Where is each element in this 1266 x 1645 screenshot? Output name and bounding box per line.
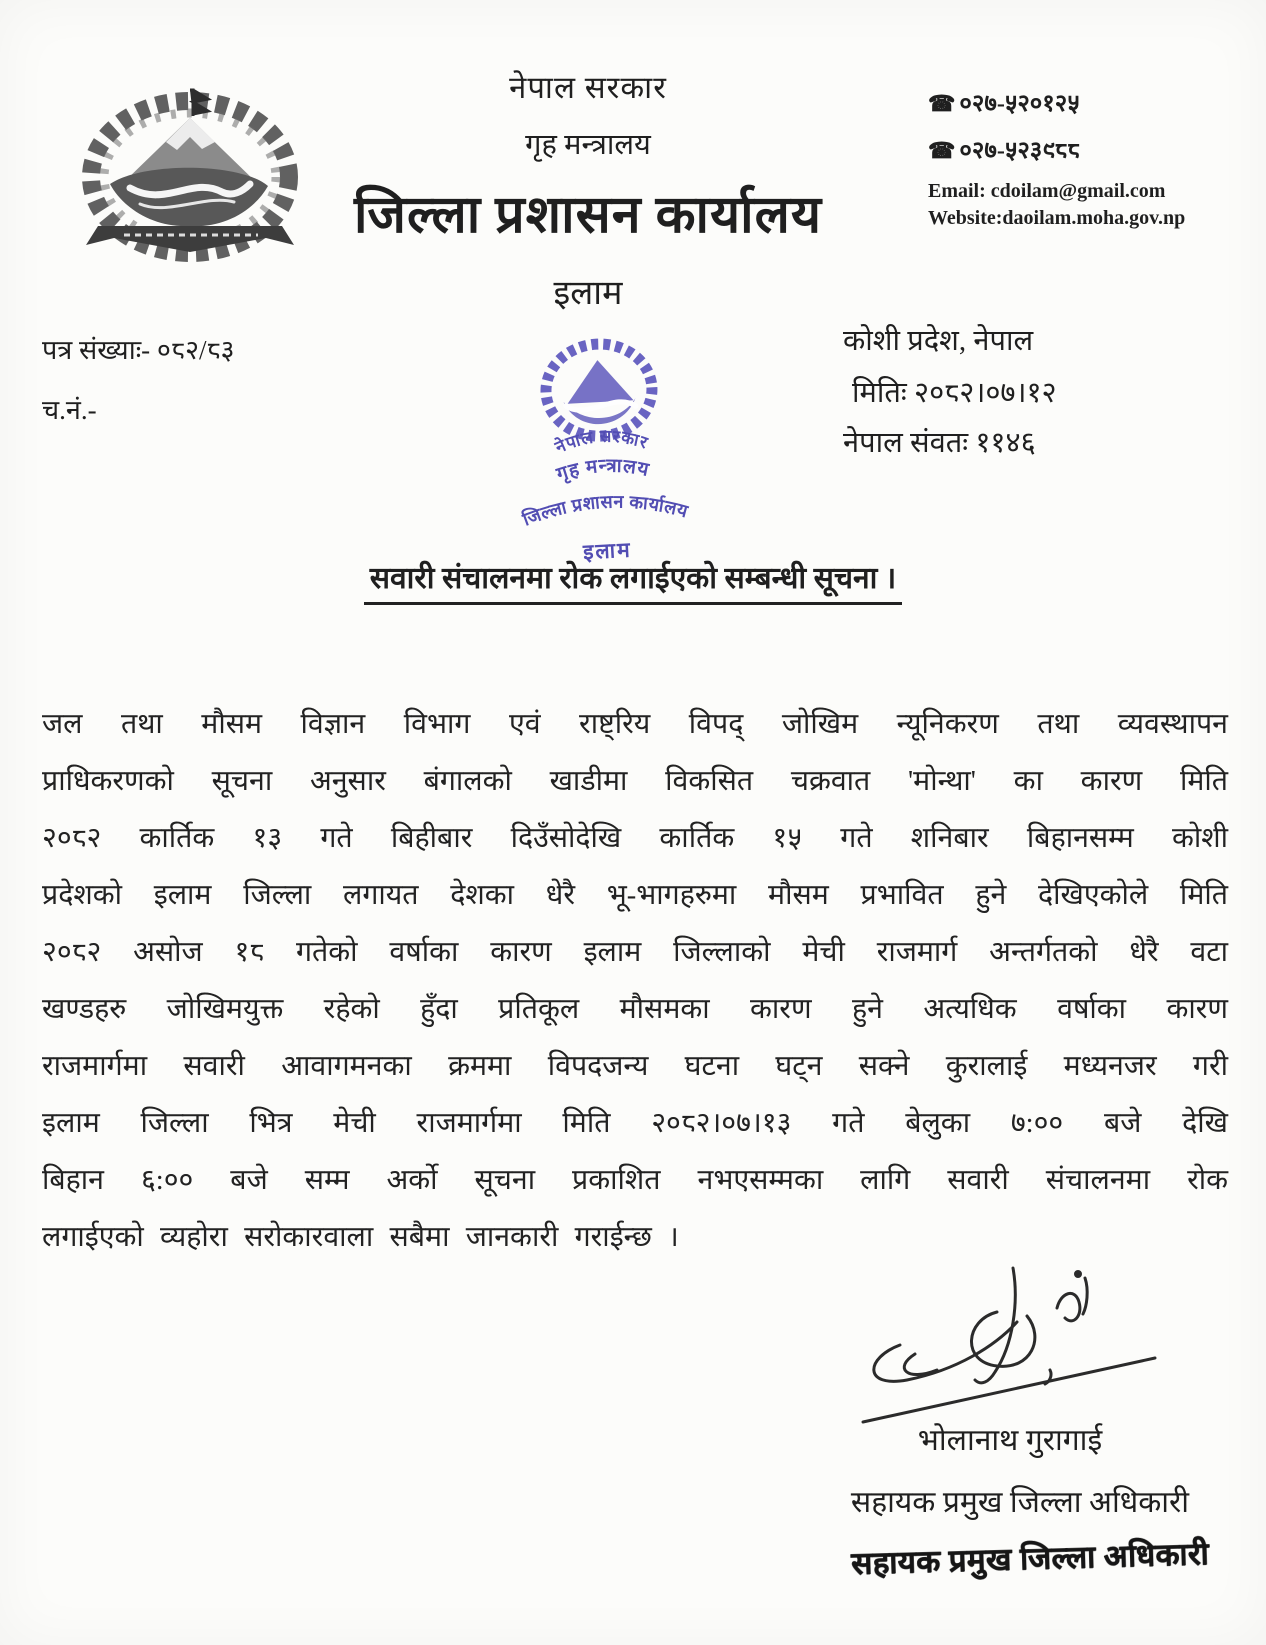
signatory-name: भोलानाथ गुरागाई [917, 1424, 1103, 1457]
body-line: खण्डहरु जोखिमयुक्त रहेको हुँदा प्रतिकूल मौसमका कारण हुने अत्यधिक वर्षाका कारण [42, 994, 1228, 1025]
district-name: इलाम [553, 275, 623, 312]
subject-title-row [0, 556, 1266, 605]
letterhead [283, 66, 893, 314]
body-line: २०८२ असोज १८ गतेको वर्षाका कारण इलाम जिल्लाको मेची राजमार्ग अन्तर्गतको धेरै वटा [42, 937, 1228, 968]
phone-line-2 [928, 133, 1258, 166]
nepal-coat-of-arms-icon [68, 82, 318, 272]
office-seal-stamp [468, 328, 736, 566]
seal-text-government: नेपाल सरकार [552, 426, 651, 458]
body-line: राजमार्गमा सवारी आवागमनका क्रममा विपदजन्य घटना घट्न सक्ने कुरालाई मध्यनजर गरी [42, 1051, 1228, 1082]
phone-number-2: ०२७-५२३९८८ [959, 138, 1080, 164]
body-line: लगाईएको व्यहोरा सरोकारवाला सबैमा जानकारी गराईन्छ । [42, 1222, 679, 1253]
body-line: इलाम जिल्ला भित्र मेची राजमार्गमा मिति २०८२।०७।१३ गते बेलुका ७:०० बजे देखि [42, 1108, 1228, 1139]
body-line: प्राधिकरणको सूचना अनुसार बंगालको खाडीमा विकसित चक्रवात 'मोन्था' का कारण मिति [42, 766, 1228, 797]
office-name: जिल्ला प्रशासन कार्यालय [353, 187, 823, 244]
phone-icon: ☎ [928, 138, 956, 163]
phone-number-1: ०२७-५२०१२५ [959, 91, 1080, 117]
seal-text-ministry: गृह मन्त्रालय [554, 455, 652, 486]
body-line: २०८२ कार्तिक १३ गते बिहीबार दिउँसोदेखि कार्तिक १५ गते शनिबार बिहानसम्म कोशी [42, 823, 1228, 854]
signatory-designation: सहायक प्रमुख जिल्ला अधिकारी [850, 1486, 1190, 1519]
seal-text-district: इलाम [582, 537, 633, 565]
seal-text-office: जिल्ला प्रशासन कार्यालय [519, 491, 691, 530]
contact-block [928, 86, 1258, 230]
date-line: मितिः २०८२।०७।१२ [852, 377, 1057, 409]
province-line: कोशी प्रदेश, नेपाल [843, 325, 1034, 357]
body-line: प्रदेशको इलाम जिल्ला लगायत देशका धेरै भू-भागहरुमा मौसम प्रभावित हुने देखिएकोले मिति [42, 880, 1228, 911]
phone-icon: ☎ [928, 91, 956, 116]
body-line: बिहान ६:०० बजे सम्म अर्को सूचना प्रकाशित नभएसम्मका लागि सवारी संचालनमा रोक [42, 1165, 1228, 1196]
body-line: जल तथा मौसम विज्ञान विभाग एवं राष्ट्रिय विपद् जोखिम न्यूनिकरण तथा व्यवस्थापन [42, 709, 1228, 740]
reference-number-label: च.नं.- [42, 395, 97, 425]
designation-rubber-stamp: सहायक प्रमुख जिल्ला अधिकारी [850, 1536, 1210, 1581]
svg-text:जिल्ला प्रशासन कार्यालय [518, 487, 692, 530]
government-name: नेपाल सरकार [509, 70, 667, 105]
svg-text:गृह मन्त्रालय [553, 453, 653, 487]
email-line: Email: cdoilam@gmail.com [928, 180, 1166, 202]
handwritten-signature [845, 1250, 1175, 1435]
website-line: Website:daoilam.moha.gov.np [928, 207, 1186, 229]
letter-body [42, 696, 1228, 1266]
subject-title: सवारी संचालनमा रोक लगाईएको सम्बन्धी सूचना । [364, 556, 903, 605]
ministry-name: गृह मन्त्रालय [525, 129, 651, 161]
letter-number: पत्र संख्याः- ०८२/८३ [42, 335, 235, 365]
phone-line-1 [928, 86, 1258, 119]
nepal-sambat-line: नेपाल संवतः ११४६ [843, 427, 1036, 459]
